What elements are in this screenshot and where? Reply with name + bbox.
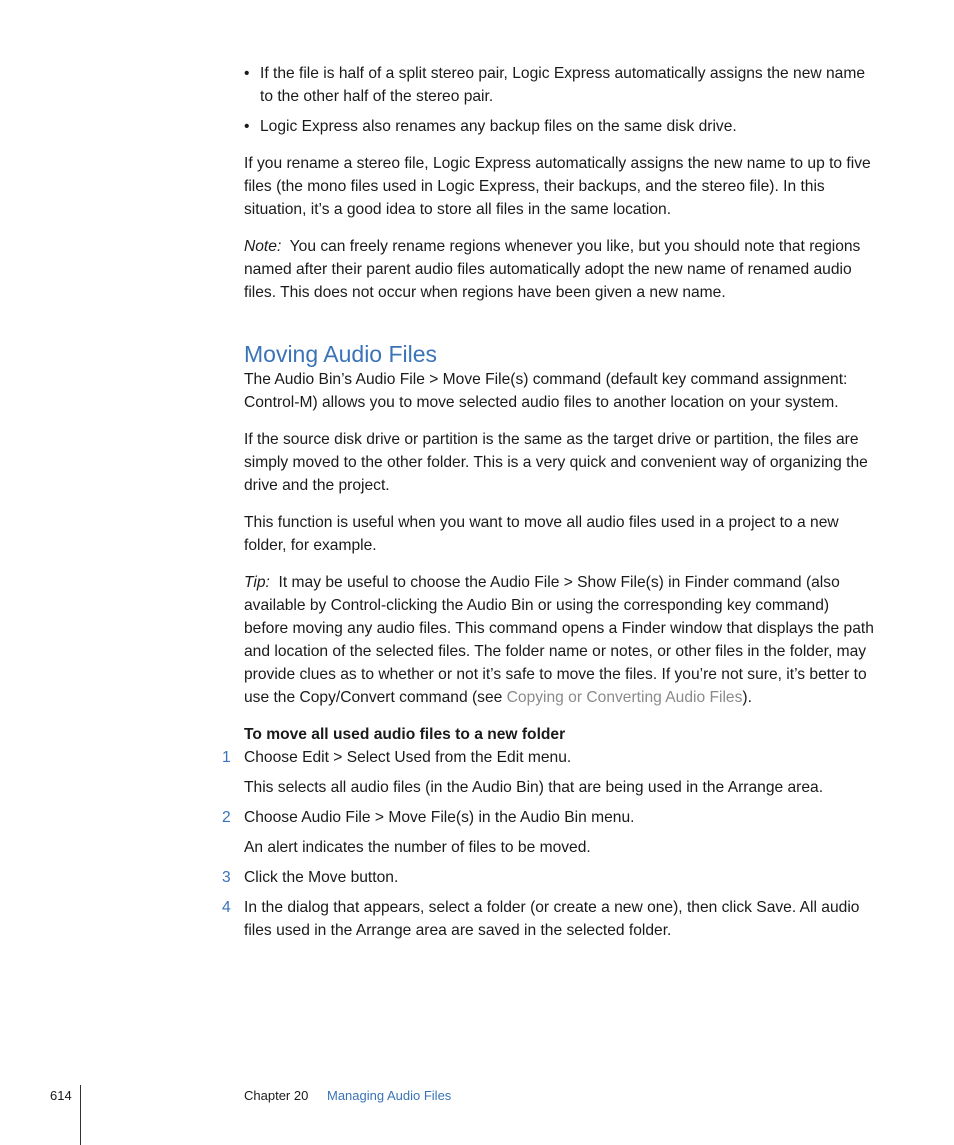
list-item xyxy=(244,115,876,138)
note-label: Note: xyxy=(244,238,282,255)
paragraph-rename-stereo: If you rename a stereo file, Logic Express automatically assigns the new name to up to five files (the mono files used in Logic Express, their backups, and the stereo file). In this situation, it’s a good idea to store all files in the same location. xyxy=(244,155,871,218)
bullet-icon: • xyxy=(244,118,250,135)
step-text: Click the Move button. xyxy=(244,869,399,886)
page-content xyxy=(222,62,876,949)
step-item xyxy=(222,896,876,942)
step-number: 4 xyxy=(222,899,231,916)
step-item xyxy=(222,746,876,769)
tip-label: Tip: xyxy=(244,574,270,591)
step-number: 2 xyxy=(222,809,231,826)
step-result-item xyxy=(244,776,876,799)
note-text: You can freely rename regions whenever you like, but you should note that regions named after their parent audio files automatically adopt the new name of renamed audio files. This does not occur when regions have been given a new name. xyxy=(244,238,861,301)
note-paragraph xyxy=(244,235,876,304)
section-heading: Moving Audio Files xyxy=(244,341,438,367)
cross-reference-link[interactable]: Copying or Converting Audio Files xyxy=(506,689,743,706)
steps-list xyxy=(222,746,876,942)
chapter-title: Managing Audio Files xyxy=(327,1088,452,1103)
page-footer xyxy=(0,1085,954,1145)
paragraph-move-command: The Audio Bin’s Audio File > Move File(s) command (default key command assignment: Control-M) allows you to move selected audio files to another location on your system. xyxy=(244,371,848,411)
tip-text: It may be useful to choose the Audio File > Show File(s) in Finder command (also available by Control-clicking the Audio Bin or using the corresponding key command) before moving any audio files. This command opens a Finder window that displays the path and location of the selected files. The folder name or notes, or other files in the folder, may provide clues as to whether or not it’s safe to move the files. If you’re not sure, it’s better to use the Copy/Convert command (see xyxy=(244,574,874,706)
paragraph-same-drive: If the source disk drive or partition is the same as the target drive or partition, the files are simply moved to the other folder. This is a very quick and convenient way of organizing the drive and the project. xyxy=(244,431,868,494)
step-item xyxy=(222,866,876,889)
page-number: 614 xyxy=(50,1088,72,1103)
chapter-label: Chapter 20 xyxy=(244,1088,309,1103)
step-item xyxy=(222,806,876,829)
step-result-item xyxy=(244,836,876,859)
bullet-icon: • xyxy=(244,65,250,82)
paragraph-useful: This function is useful when you want to move all audio files used in a project to a new folder, for example. xyxy=(244,514,839,554)
step-number: 1 xyxy=(222,749,231,766)
step-result: An alert indicates the number of files to be moved. xyxy=(244,839,591,856)
tip-paragraph xyxy=(244,571,876,709)
task-title: To move all used audio files to a new folder xyxy=(244,726,566,743)
step-result: This selects all audio files (in the Audio Bin) that are being used in the Arrange area. xyxy=(244,779,824,796)
step-text: In the dialog that appears, select a folder (or create a new one), then click Save. All audio files used in the Arrange area are saved in the selected folder. xyxy=(244,899,860,939)
bullet-list xyxy=(244,62,876,138)
footer-divider xyxy=(80,1085,81,1145)
step-text: Choose Edit > Select Used from the Edit menu. xyxy=(244,749,572,766)
bullet-text: If the file is half of a split stereo pair, Logic Express automatically assigns the new name to the other half of the stereo pair. xyxy=(260,65,865,105)
list-item xyxy=(244,62,876,108)
bullet-text: Logic Express also renames any backup files on the same disk drive. xyxy=(260,118,737,135)
step-number: 3 xyxy=(222,869,231,886)
tip-tail: ). xyxy=(742,689,752,706)
step-text: Choose Audio File > Move File(s) in the Audio Bin menu. xyxy=(244,809,635,826)
